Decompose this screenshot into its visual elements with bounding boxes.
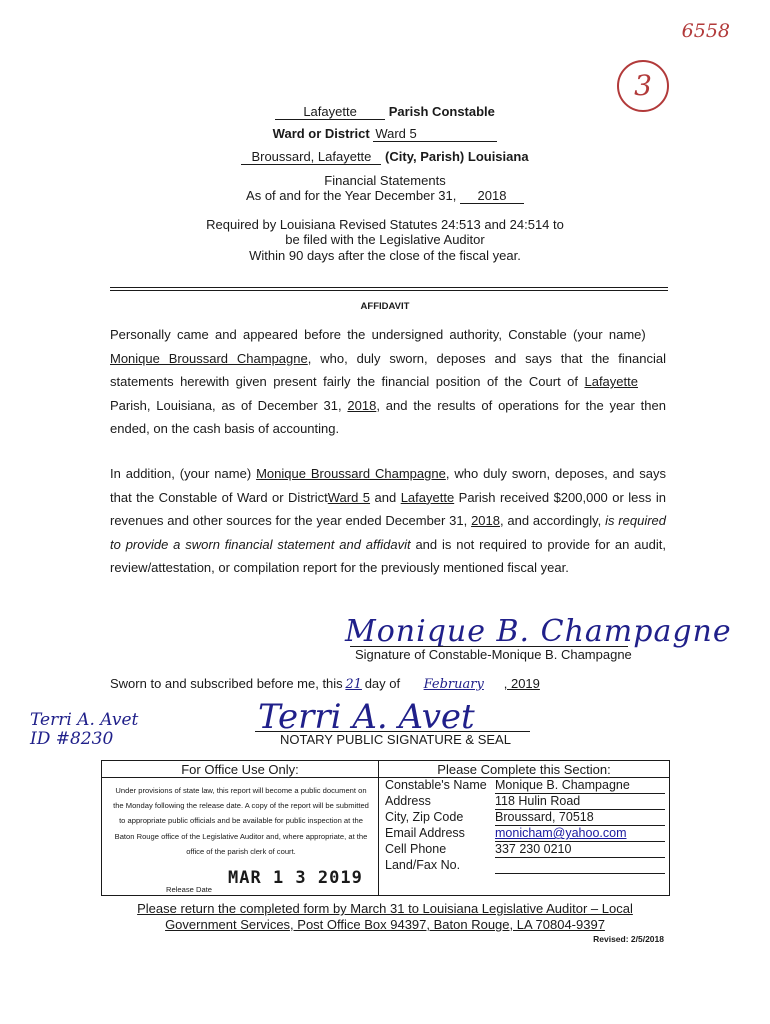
table-divider xyxy=(378,761,379,895)
notary-name-text: Terri A. Avet xyxy=(30,710,139,730)
address-value: 118 Hulin Road xyxy=(495,794,665,810)
city-parish-label: (City, Parish) Louisiana xyxy=(385,149,529,164)
email-value[interactable]: monicham@yahoo.com xyxy=(495,826,665,842)
signature-caption: Signature of Constable-Monique B. Champagne xyxy=(355,647,632,662)
circled-page-number: 3 xyxy=(617,60,669,112)
notary-caption: NOTARY PUBLIC SIGNATURE & SEAL xyxy=(280,732,511,747)
p2-text-c: Parish received $200,000 or less in revenues and other sources for the year ended December 31, xyxy=(110,489,666,528)
notary-handwritten-name xyxy=(30,711,138,749)
double-rule-top xyxy=(110,287,668,288)
p1-text-a: Personally came and appeared before the undersigned authority, Constable (your name) xyxy=(110,327,646,342)
cell-phone-label: Cell Phone xyxy=(385,842,447,856)
office-use-table xyxy=(101,760,670,896)
revised-date: Revised: 2/5/2018 xyxy=(593,934,664,944)
header-parish-line xyxy=(0,104,770,120)
p2-text-b: , who duly sworn, deposes, and says that the Constable of Ward or District xyxy=(110,466,667,505)
p2-text-a: In addition, (your name) xyxy=(110,466,252,481)
please-complete-title: Please Complete this Section: xyxy=(437,762,611,777)
land-fax-label: Land/Fax No. xyxy=(385,858,461,872)
year-field: 2018 xyxy=(460,189,524,204)
statements-title: Financial Statements xyxy=(324,173,446,188)
cell-phone-value: 337 230 0210 xyxy=(495,842,665,858)
p2-text-e: and is not required to provide for an audit, review/attestation, or compilation report for the previously mentioned fiscal year. xyxy=(110,536,666,575)
year-prefix: As of and for the Year December 31, xyxy=(246,188,457,203)
parish-field: Lafayette xyxy=(275,105,385,120)
constable-name-value: Monique B. Champagne xyxy=(495,778,665,794)
affidavit-paragraph-2 xyxy=(110,462,666,580)
notary-signature-scrawl: Terri A. Avet xyxy=(258,697,475,737)
year-line xyxy=(0,188,770,204)
ward-field: Ward 5 xyxy=(373,127,497,142)
parish-constable-label: Parish Constable xyxy=(388,104,495,119)
p2-parish: Lafayette xyxy=(400,489,455,505)
p1-text-c: Parish, Louisiana, as of December 31, xyxy=(110,397,342,413)
p2-ward: Ward 5 xyxy=(327,489,371,505)
email-label: Email Address xyxy=(385,826,465,840)
constable-name-label: Constable's Name xyxy=(385,778,487,792)
notary-id-text: ID #8230 xyxy=(30,729,114,749)
city-field: Broussard, Lafayette xyxy=(241,150,381,165)
p1-year: 2018 xyxy=(347,397,377,413)
sworn-day: 21 xyxy=(345,677,362,692)
land-fax-value xyxy=(495,858,665,874)
p1-text-b: , who, duly sworn, deposes and says that the financial statements herewith given present fairly the financial position of the Court of xyxy=(110,350,666,389)
city-zip-value: Broussard, 70518 xyxy=(495,810,665,826)
sworn-line xyxy=(110,676,540,692)
return-instructions: Please return the completed form by March 31 to Louisiana Legislative Auditor – Local Government Services, Post Office Box 94397, Baton Rouge, LA 70804-9397 xyxy=(137,901,633,932)
p1-constable-name: Monique Broussard Champagne xyxy=(110,350,308,366)
header-city-line xyxy=(0,149,770,165)
affidavit-heading: AFFIDAVIT xyxy=(360,301,410,312)
city-zip-label: City, Zip Code xyxy=(385,810,464,824)
sworn-prefix: Sworn to and subscribed before me, this xyxy=(110,676,343,691)
p2-text-d: , and accordingly, xyxy=(499,513,602,528)
office-use-note: Under provisions of state law, this report will become a public document on the Monday following the release date. A copy of the report will be submitted to appropriate public officials and be available for public inspection at the Baton Rouge office of the Legislative Auditor and, where appropriate, at the office of the parish clerk of court. xyxy=(113,786,369,856)
p2-and: and xyxy=(374,489,397,505)
p2-year: 2018 xyxy=(471,513,500,528)
p1-parish: Lafayette xyxy=(584,374,638,389)
sworn-year: , 2019 xyxy=(503,676,540,691)
statute-line-1: Required by Louisiana Revised Statutes 24:513 and 24:514 to xyxy=(206,217,564,232)
p2-italic-requirement: is required to provide a sworn financial statement and affidavit xyxy=(110,513,666,552)
statute-line-2: be filed with the Legislative Auditor xyxy=(285,232,485,247)
affidavit-paragraph-1 xyxy=(110,323,666,441)
release-date-label: Release Date xyxy=(166,885,213,894)
ward-label: Ward or District xyxy=(272,126,370,141)
sworn-day-label: day of xyxy=(364,676,401,691)
for-office-use-title: For Office Use Only: xyxy=(181,762,299,777)
sworn-month: February xyxy=(423,677,484,692)
statute-line-3: Within 90 days after the close of the fiscal year. xyxy=(249,248,521,263)
p1-text-d: , and the results of operations for the year then ended, on the cash basis of accounting. xyxy=(110,397,666,436)
reference-number: 6558 xyxy=(681,20,730,42)
release-date-stamp: MAR 1 3 2019 xyxy=(228,868,363,888)
double-rule-bottom xyxy=(110,290,668,291)
header-ward-line xyxy=(0,126,770,142)
address-label: Address xyxy=(385,794,431,808)
constable-signature-scrawl: Monique B. Champagne xyxy=(345,614,732,649)
p2-constable-name: Monique Broussard Champagne xyxy=(256,466,446,481)
